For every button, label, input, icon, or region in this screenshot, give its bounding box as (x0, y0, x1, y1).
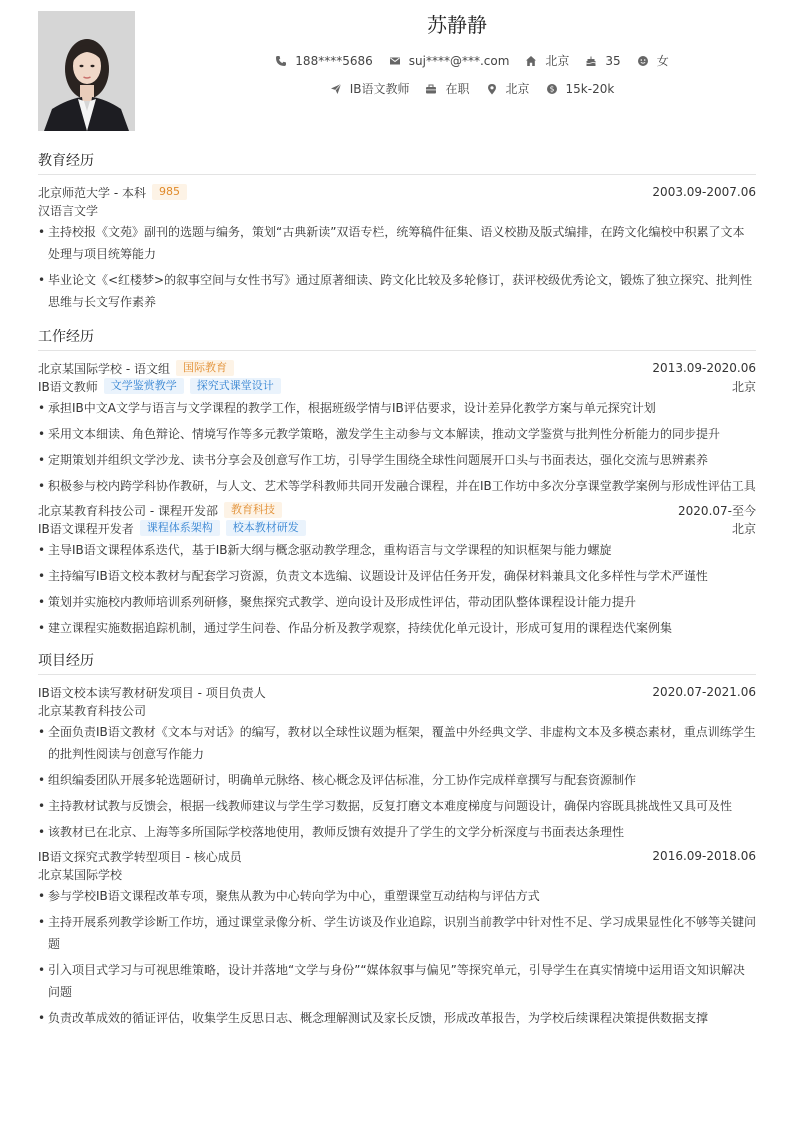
bullet-item: • 策划并实施校内教师培训系列研修，聚焦探究式教学、逆向设计及形成性评估，带动团队整体课程设计能力提升 (38, 591, 756, 613)
intent-row (150, 80, 794, 97)
entry-subheader (38, 865, 756, 883)
entry-header (38, 501, 756, 519)
entry-dates: 2020.07-至今 (678, 503, 756, 518)
location: 北京 (731, 521, 756, 536)
bullet-item: • 全面负责IB语文教材《文本与对话》的编写，教材以全球性议题为框架，覆盖中外经典文学、非虚构文本及多模态素材，重点训练学生的批判性阅读与创意写作能力 (38, 721, 756, 765)
entry-header (38, 847, 756, 865)
briefcase-icon (425, 83, 437, 95)
role-tag: 探究式课堂设计 (190, 378, 281, 394)
education-entry (38, 183, 756, 313)
bullet-item: • 主持校报《文苑》副刊的选题与编务，策划“古典新读”双语专栏，统筹稿件征集、语义校勘及版式编排，在跨文化编校中积累了文本处理与项目统筹能力 (38, 221, 756, 265)
phone-item (275, 52, 372, 69)
bullet-item: • 建立课程实施数据追踪机制，通过学生问卷、作品分析及教学观察，持续优化单元设计，形成可复用的课程迭代案例集 (38, 617, 756, 639)
bullet-item: • 引入项目式学习与可视思维策略，设计并落地“文学与身份”“媒体叙事与偏见”等探究单元，引导学生在真实情境中运用语文知识解决问题 (38, 959, 756, 1003)
section-title: 工作经历 (38, 326, 756, 351)
email-icon (389, 55, 401, 67)
gender-item (637, 52, 669, 69)
section-title: 项目经历 (38, 650, 756, 675)
entry-header (38, 683, 756, 701)
salary-text: 15k-20k (565, 81, 615, 96)
role: IB语文课程开发者 (38, 521, 134, 536)
role-tag: 课程体系架构 (140, 520, 220, 536)
phone-text: 188****5686 (295, 53, 373, 68)
entry-dates: 2013.09-2020.06 (652, 361, 756, 375)
target-job-text: IB语文教师 (349, 82, 410, 96)
role-tag: 校本教材研发 (226, 520, 306, 536)
company-dept: 北京某教育科技公司 - 课程开发部 (38, 503, 218, 518)
bullet-item: • 承担IB中文A文学与语言与文学课程的教学工作，根据班级学情与IB评估要求，设计差异化教学方案与单元探究计划 (38, 397, 756, 419)
entry-dates: 2016.09-2018.06 (652, 849, 756, 863)
age-item (585, 52, 620, 69)
work-section (38, 326, 756, 643)
bullet-item: • 主持开展系列教学诊断工作坊，通过课堂录像分析、学生访谈及作业追踪，识别当前教学中针对性不足、学习成果显性化不够等关键问题 (38, 911, 756, 955)
bullet-item: • 主导IB语文课程体系迭代，基于IB新大纲与概念驱动教学理念，重构语言与文学课程的知识框架与能力螺旋 (38, 539, 756, 561)
company-tag: 国际教育 (176, 360, 234, 376)
bullet-item: • 主持教材试教与反馈会，根据一线教师建议与学生学习数据，反复打磨文本难度梯度与问题设计，确保内容既具挑战性又具可及性 (38, 795, 756, 817)
age-text: 35 (605, 53, 621, 68)
bullet-item: • 负责改革成效的循证评估，收集学生反思日志、概念理解测试及家长反馈，形成改革报告，为学校后续课程决策提供数据支撑 (38, 1007, 756, 1029)
role-tag: 文学鉴赏教学 (104, 378, 184, 394)
entry-dates: 2003.09-2007.06 (652, 185, 756, 199)
bullet-list (38, 721, 756, 843)
status-item (425, 80, 469, 97)
cake-icon (585, 55, 597, 67)
section-title: 教育经历 (38, 150, 756, 175)
education-section (38, 150, 756, 317)
project-entry (38, 847, 756, 1029)
bullet-list (38, 885, 756, 1029)
svg-text:$: $ (549, 84, 554, 94)
bullet-item: • 积极参与校内跨学科协作教研，与人文、艺术等学科教师共同开发融合课程，并在IB工作坊中多次分享课堂教学案例与形成性评估工具 (38, 475, 756, 497)
company-tag: 教育科技 (224, 502, 282, 518)
entry-subheader (38, 201, 756, 219)
target-city-item (486, 80, 530, 97)
home-icon (525, 55, 537, 67)
school-tag: 985 (152, 184, 187, 200)
target-city-text: 北京 (505, 82, 530, 96)
bullet-list (38, 397, 756, 497)
bullet-item: • 毕业论文《<红楼梦>的叙事空间与女性书写》通过原著细读、跨文化比较及多轮修订，获评校级优秀论文，锻炼了独立探究、批判性思维与长文写作素养 (38, 269, 756, 313)
project-entry (38, 683, 756, 843)
status-text: 在职 (445, 82, 470, 96)
bullet-list (38, 221, 756, 313)
entry-header (38, 183, 756, 201)
project-name-role: IB语文探究式教学转型项目 - 核心成员 (38, 849, 242, 864)
paper-plane-icon (330, 83, 342, 95)
major: 汉语言文学 (38, 203, 99, 218)
gender-text: 女 (656, 54, 669, 68)
city-item (525, 52, 569, 69)
work-entry (38, 501, 756, 639)
bullet-item: • 组织编委团队开展多轮选题研讨，明确单元脉络、核心概念及评估标准，分工协作完成样章撰写与配套资源制作 (38, 769, 756, 791)
candidate-name: 苏静静 (427, 13, 487, 37)
salary-item (546, 80, 615, 97)
project-org: 北京某国际学校 (38, 867, 123, 882)
bullet-item: • 该教材已在北京、上海等多所国际学校落地使用，教师反馈有效提升了学生的文学分析深度与书面表达条理性 (38, 821, 756, 843)
entry-subheader (38, 701, 756, 719)
entry-subheader (38, 377, 756, 395)
email-text: suj****@***.com (408, 53, 510, 68)
bullet-item: • 定期策划并组织文学沙龙、读书分享会及创意写作工坊，引导学生围绕全球性问题展开口头与书面表达，强化交流与思辨素养 (38, 449, 756, 471)
role: IB语文教师 (38, 379, 98, 394)
phone-icon (275, 55, 287, 67)
bullet-item: • 主持编写IB语文校本教材与配套学习资源，负责文本选编、议题设计及评估任务开发，确保材料兼具文化多样性与学术严谨性 (38, 565, 756, 587)
money-icon (546, 83, 558, 95)
smiley-icon (637, 55, 649, 67)
location: 北京 (731, 379, 756, 394)
school-degree: 北京师范大学 - 本科 (38, 185, 146, 200)
projects-section (38, 650, 756, 1033)
target-job-item (330, 80, 410, 97)
city-text: 北京 (545, 54, 570, 68)
project-org: 北京某教育科技公司 (38, 703, 147, 718)
entry-header (38, 359, 756, 377)
location-pin-icon (486, 83, 498, 95)
work-entry (38, 359, 756, 497)
email-item (389, 52, 510, 69)
bullet-item: • 参与学校IB语文课程改革专项，聚焦从教为中心转向学为中心，重塑课堂互动结构与评估方式 (38, 885, 756, 907)
company-dept: 北京某国际学校 - 语文组 (38, 361, 170, 376)
contact-row (150, 52, 794, 69)
entry-subheader (38, 519, 756, 537)
project-name-role: IB语文校本读写教材研发项目 - 项目负责人 (38, 685, 266, 700)
entry-dates: 2020.07-2021.06 (652, 685, 756, 699)
bullet-item: • 采用文本细读、角色辩论、情境写作等多元教学策略，激发学生主动参与文本解读，推动文学鉴赏与批判性分析能力的同步提升 (38, 423, 756, 445)
bullet-list (38, 539, 756, 639)
